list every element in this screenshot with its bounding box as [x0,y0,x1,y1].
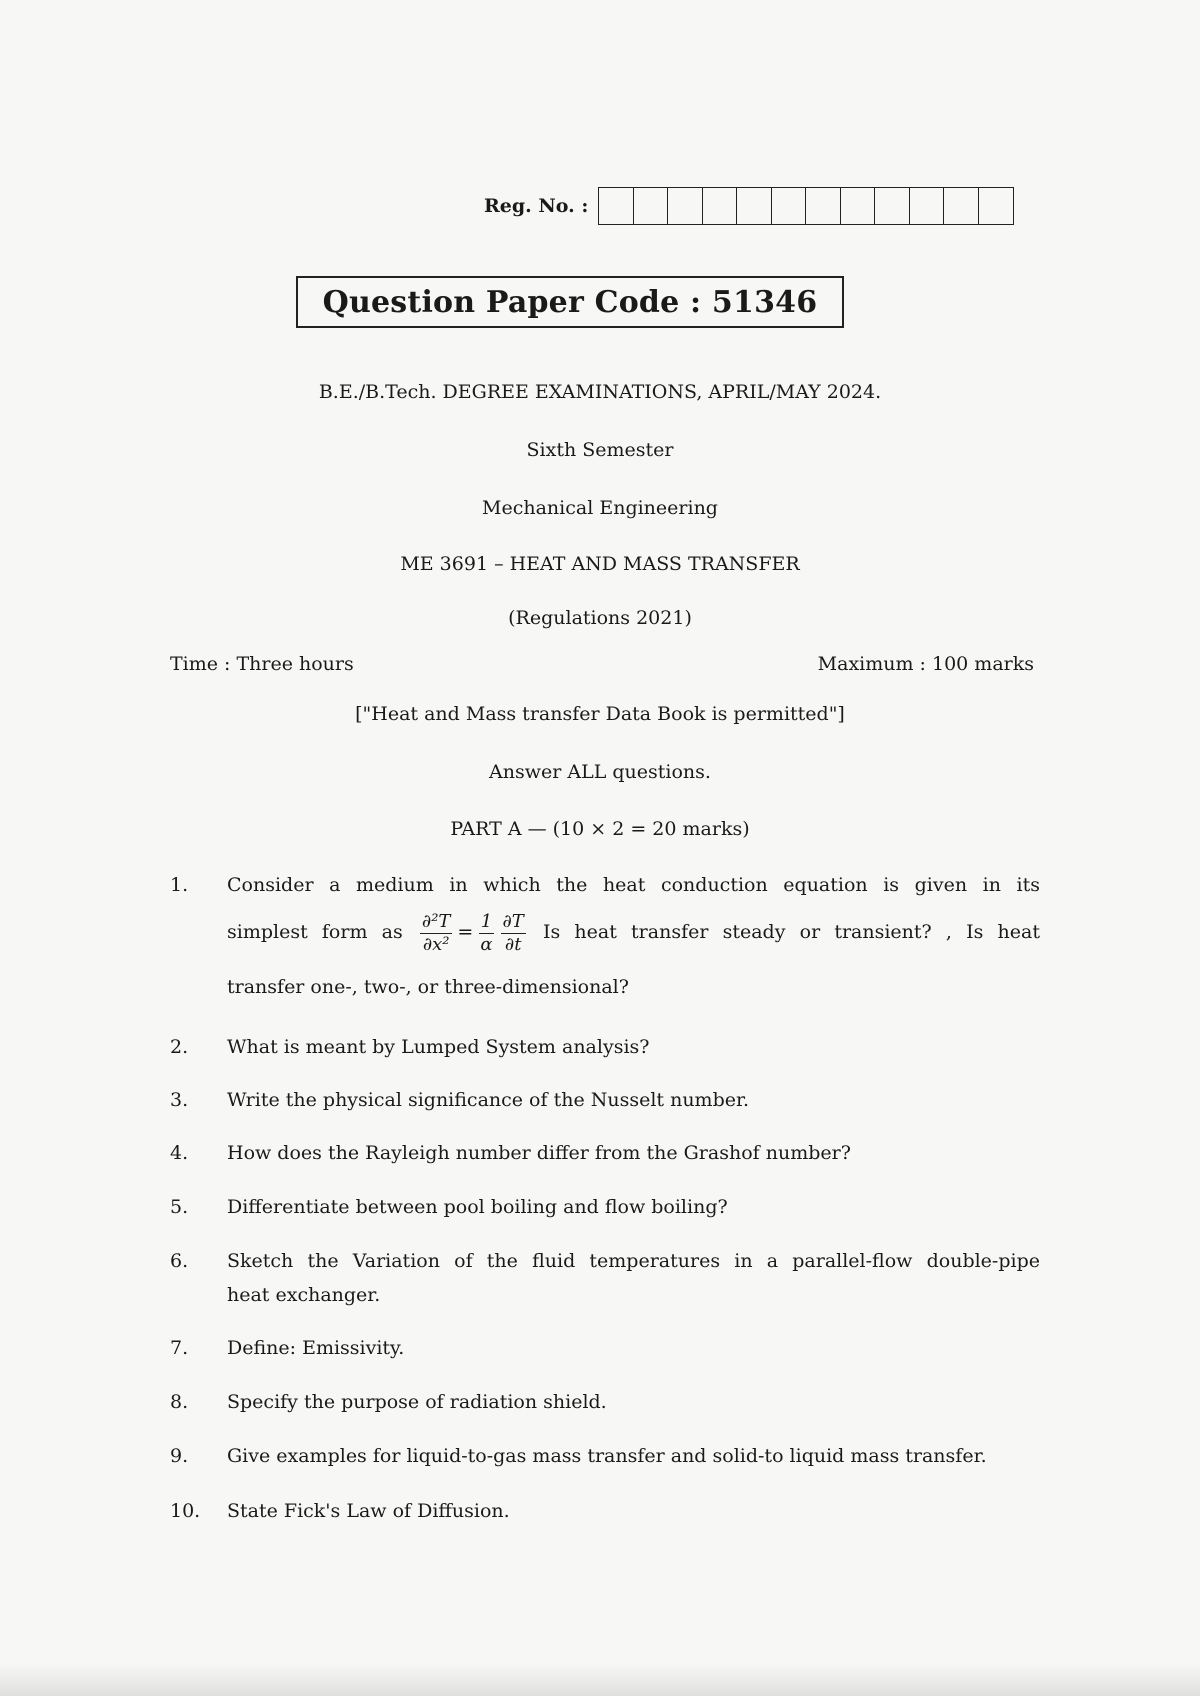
heat-equation [417,910,543,955]
question-text [227,868,1040,1004]
reg-no-box [634,188,669,224]
question-text: Differentiate between pool boiling and flow boiling? [227,1196,728,1218]
question-1-pre: simplest form as [227,921,403,943]
reg-no-field [484,187,1014,225]
question-number: 8. [170,1391,189,1413]
question-6-line-1: Sketch the Variation of the fluid temperatures in a parallel-flow double-pipe [227,1250,1040,1272]
reg-no-box [737,188,772,224]
eq-lhs-fraction [420,911,453,956]
semester-line: Sixth Semester [526,439,674,461]
reg-no-box [841,188,876,224]
eq-rhs2-fraction [501,911,526,956]
page-bottom-shade [0,1664,1200,1696]
question-number: 9. [170,1445,189,1467]
question-1-line-1: Consider a medium in which the heat conduction equation is given in its [227,874,1040,896]
question-number: 4. [170,1142,189,1164]
paper-code-box: Question Paper Code : 51346 [296,276,844,328]
reg-no-box [806,188,841,224]
eq-equals: = [457,921,474,943]
reg-no-box [979,188,1014,224]
reg-no-box [944,188,979,224]
question-6-line-2: heat exchanger. [227,1284,381,1306]
question-1-post: Is heat transfer steady or transient? , Is heat [543,921,1040,943]
instruction-line: Answer ALL questions. [489,761,711,783]
question-text: What is meant by Lumped System analysis? [227,1036,650,1058]
question-number: 3. [170,1089,189,1111]
regulations-line: (Regulations 2021) [508,607,692,629]
reg-no-box [875,188,910,224]
reg-no-box [910,188,945,224]
eq-lhs-num: ∂²T [421,910,451,932]
question-number: 6. [170,1250,189,1272]
eq-lhs-den: ∂x² [422,933,450,955]
question-number: 10. [170,1500,201,1522]
question-6 [170,1244,1040,1314]
question-1-line-3: transfer one-, two-, or three-dimensional? [227,976,629,998]
question-1-line-2 [227,906,1040,958]
part-a-heading: PART A — (10 × 2 = 20 marks) [450,818,750,840]
question-text: Write the physical significance of the Nusselt number. [227,1089,750,1111]
question-number: 1. [170,874,189,896]
eq-rhs1-fraction [478,911,494,956]
data-book-note: ["Heat and Mass transfer Data Book is permitted"] [355,703,845,725]
reg-no-box [599,188,634,224]
reg-no-box [703,188,738,224]
reg-no-box [668,188,703,224]
question-text: State Fick's Law of Diffusion. [227,1500,510,1522]
question-number: 2. [170,1036,189,1058]
eq-rhs1-den: α [480,933,493,955]
course-title: ME 3691 – HEAT AND MASS TRANSFER [400,553,800,575]
question-text: Specify the purpose of radiation shield. [227,1391,607,1413]
question-number: 5. [170,1196,189,1218]
question-number: 7. [170,1337,189,1359]
eq-rhs1-num: 1 [480,910,493,932]
exam-title: B.E./B.Tech. DEGREE EXAMINATIONS, APRIL/MAY 2024. [318,381,882,403]
department-line: Mechanical Engineering [482,497,718,519]
question-text: Give examples for liquid-to-gas mass transfer and solid-to liquid mass transfer. [227,1445,987,1467]
question-1 [170,868,1040,1008]
eq-rhs2-den: ∂t [504,933,522,955]
time-line: Time : Three hours [170,653,354,675]
eq-rhs2-num: ∂T [502,910,524,932]
question-text: How does the Rayleigh number differ from the Grashof number? [227,1142,851,1164]
reg-no-box [772,188,807,224]
reg-no-boxes [598,187,1014,225]
question-text [227,1244,1040,1312]
max-marks-line: Maximum : 100 marks [817,653,1034,675]
question-text: Define: Emissivity. [227,1337,405,1359]
reg-no-label: Reg. No. : [484,195,589,217]
